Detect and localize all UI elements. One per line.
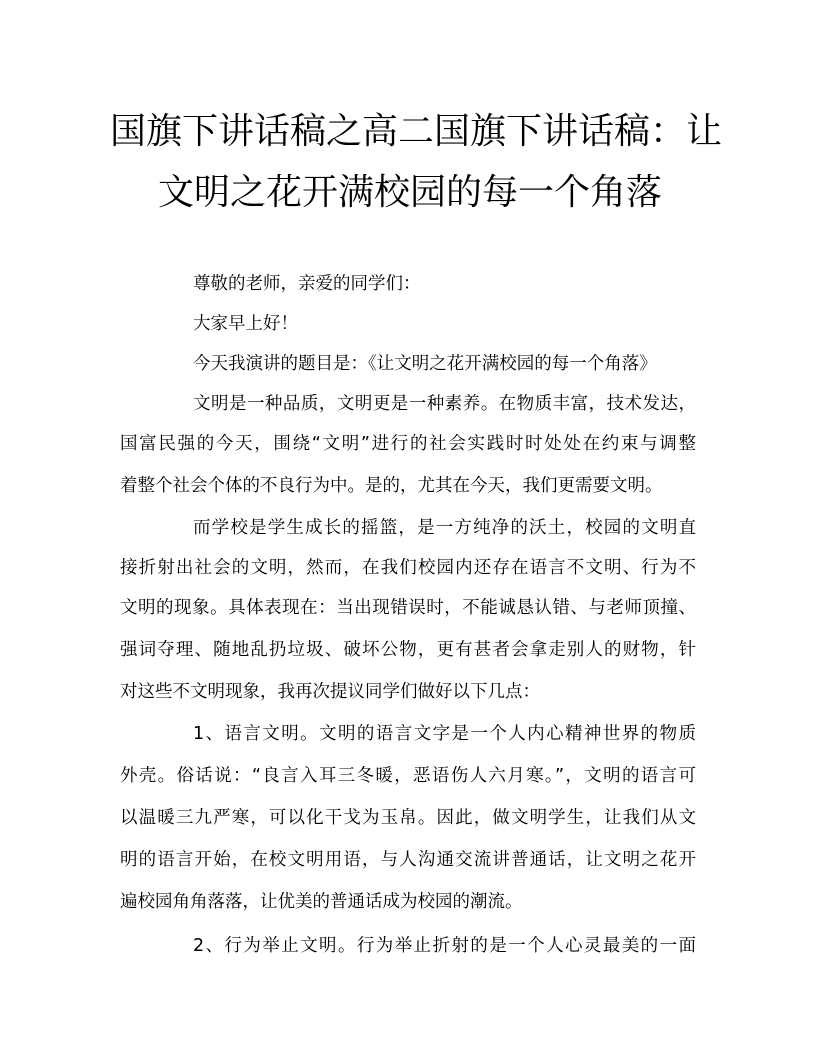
document-title-line-1: 国旗下讲话稿之高二国旗下讲话稿：让 [110, 111, 723, 152]
paragraph-line: 接折射出社会的文明，然而，在我们校园内还存在语言不文明、行为不 [120, 558, 696, 578]
paragraph-line: 遍校园角角落落，让优美的普通话成为校园的潮流。 [120, 892, 523, 912]
paragraph-line: 而学校是学生成长的摇篮，是一方纯净的沃土，校园的文明直 [193, 518, 696, 538]
paragraph-line: 2、行为举止文明。行为举止折射的是一个人心灵最美的一面 [193, 936, 696, 956]
document-title-line-2: 文明之花开满校园的每一个角落 [157, 172, 662, 213]
salutation-line: 尊敬的老师，亲爱的同学们： [193, 274, 421, 294]
paragraph-line: 强词夺理、随地乱扔垃圾、破坏公物，更有甚者会拿走别人的财物，针 [120, 640, 696, 660]
paragraph-line: 外壳。俗话说：“良言入耳三冬暖，恶语伤人六月寒。”，文明的语言可 [120, 766, 696, 786]
topic-line: 今天我演讲的题目是：《让文明之花开满校园的每一个角落》 [193, 354, 657, 374]
paragraph-line: 明的语言开始，在校文明用语，与人沟通交流讲普通话，让文明之花开 [120, 850, 696, 870]
paragraph-line: 文明是一种品质，文明更是一种素养。在物质丰富，技术发达， [193, 394, 696, 414]
paragraph-line: 对这些不文明现象，我再次提议同学们做好以下几点： [120, 682, 540, 702]
paragraph-line: 文明的现象。具体表现在：当出现错误时，不能诚恳认错、与老师顶撞、 [120, 598, 696, 618]
paragraph-line: 着整个社会个体的不良行为中。是的，尤其在今天，我们更需要文明。 [120, 476, 663, 496]
greeting-line: 大家早上好！ [193, 314, 298, 334]
paragraph-line: 以温暖三九严寒，可以化干戈为玉帛。因此，做文明学生，让我们从文 [120, 808, 696, 828]
paragraph-line: 1、语言文明。文明的语言文字是一个人内心精神世界的物质 [193, 724, 696, 744]
paragraph-line: 国富民强的今天，围绕“文明”进行的社会实践时时处处在约束与调整 [120, 434, 696, 454]
